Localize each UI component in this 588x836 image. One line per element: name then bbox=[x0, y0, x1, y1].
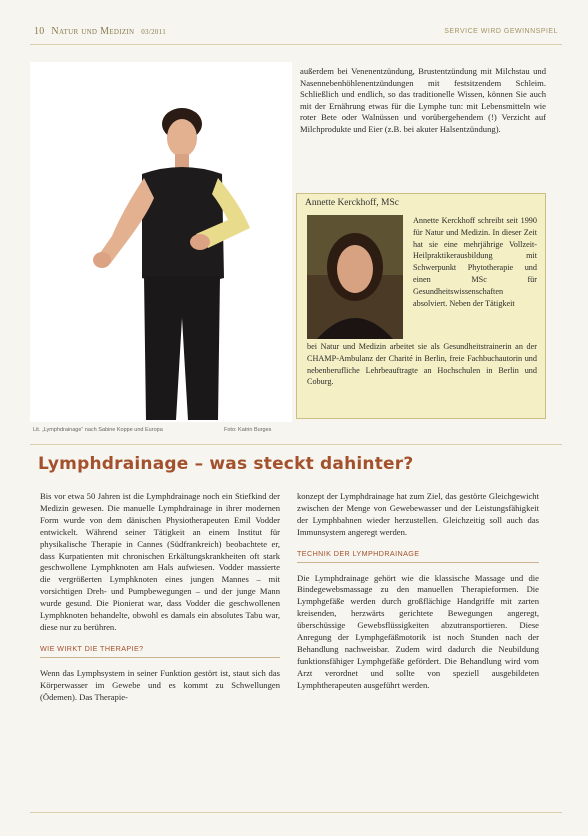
article-title: Lymphdrainage – was steckt dahinter? bbox=[38, 454, 414, 474]
intro-text: außerdem bei Venenentzündung, Brustentzündung mit Milchstau und Nasennebenhöhlenentzündungen mit festsitzendem Schleim. Schließlich und endlich, so das traditionelle Wissen, können Sie auch mit der Ernährung etwas für die Lymphe tun: mit Lebensmitteln wie roter Bete oder Walnüssen und vorübergehendem (!) Verzicht auf Milchprodukte und Eier (z.B. bei akuter Halsentzündung). bbox=[300, 66, 546, 134]
paragraph: Wenn das Lymphsystem in seiner Funktion gestört ist, staut sich das Körperwasser im Gewebe und es kommt zu Schwellungen (Ödemen). Das Therapie- bbox=[40, 667, 280, 702]
article-column-right bbox=[297, 491, 539, 692]
page-header bbox=[30, 24, 562, 45]
subheading: TECHNIK DER LYMPHDRAINAGE bbox=[297, 548, 539, 563]
author-bio-bottom: bei Natur und Medizin arbeitet sie als Gesundheitstrainerin an der CHAMP-Ambulanz der Charité in Berlin, freie Fachbuchautorin und nebenberufliche Lehrbeauftragte an Hochschulen in Berlin und Coburg. bbox=[307, 342, 537, 387]
magazine-name: Natur und Medizin bbox=[51, 26, 135, 37]
section-label: SERVICE WIRD GEWINNSPIEL bbox=[444, 28, 558, 35]
woman-figure-illustration bbox=[90, 108, 260, 420]
header-left bbox=[34, 26, 166, 37]
footer-divider bbox=[30, 812, 562, 813]
page-number: 10 bbox=[34, 26, 45, 37]
section-divider bbox=[30, 444, 562, 445]
author-portrait-illustration bbox=[307, 215, 403, 339]
photo-caption: Lit. „Lymphdrainage“ nach Sabine Koppe und Europa bbox=[33, 427, 163, 433]
author-box bbox=[296, 193, 546, 419]
paragraph: konzept der Lymphdrainage hat zum Ziel, das gestörte Gleichgewicht zwischen der Menge von Gewebewasser und der Leistungsfähigkeit der Lymphbahnen wieder herzustellen. Gleichzeitig soll auch das Immunsystem angeregt werden. bbox=[297, 491, 539, 537]
exercise-photo bbox=[30, 62, 292, 422]
photo-credit: Foto: Katrin Burges bbox=[224, 427, 272, 433]
author-portrait bbox=[307, 215, 403, 339]
paragraph: Bis vor etwa 50 Jahren ist die Lymphdrainage noch ein Stiefkind der Medizin gewesen. Die manuelle Lymphdrainage in ihrer modernen Form wurde von dem dänischen Physiotherapeuten Emil Vodder entwickelt. Während seiner Tätigkeit an einem Institut für physikalische Therapie in Cannes (Südfrankreich) beobachtete er, dass Kurpatienten mit chronischen Erkältungskrankheiten oft stark geschwollene Lymphknoten am Hals aufwiesen. Vodder massierte die vergrößerten Lymphknoten eines jungen Mannes – mit vorsichtigen Dreh- und Pumpbewegungen – und der junge Mann wurde gesund. Die Pionierat war, dass Vodder die geschwollenen Lymphknoten behandelte, obwohl es damals ein absolutes Tabu war, diese nur zu berühren. bbox=[40, 491, 280, 632]
author-title: Annette Kerckhoff, MSc bbox=[305, 198, 400, 208]
subheading: WIE WIRKT DIE THERAPIE? bbox=[40, 643, 280, 658]
author-bio-top: Annette Kerckhoff schreibt seit 1990 für Natur und Medizin. In dieser Zeit hat sie eine mehrjährige Vollzeit-Heilpraktikerausbildung mit Schwerpunkt Phytotherapie und einen MSc für Gesundheitswissenschaften absolviert. Neben der Tätigkeit bbox=[413, 216, 537, 308]
article-column-left bbox=[40, 491, 280, 704]
issue-number: 03/2011 bbox=[141, 28, 167, 36]
paragraph: Die Lymphdrainage gehört wie die klassische Massage und die Bindegewebsmassage zu den manuellen Therapieformen. Die Lymphgefäße werden durch großflächige Handgriffe mit zarten kreisenden, herzwärts gerichtete Bewegungen angeregt, überschüssige Gewebsflüssigkeiten abzutransportieren. Diese Anregung der Lymphgefäßmotorik ist noch Stunden nach der Behandlung nachweisbar. Zudem wird dadurch die Neubildung funktionsfähiger Lymphgefäße gefördert. Die Behandlung wird vom Arzt verordnet und sollte von speziell ausgebildeten Lymphtherapeuten ausgeführt werden. bbox=[297, 572, 539, 690]
